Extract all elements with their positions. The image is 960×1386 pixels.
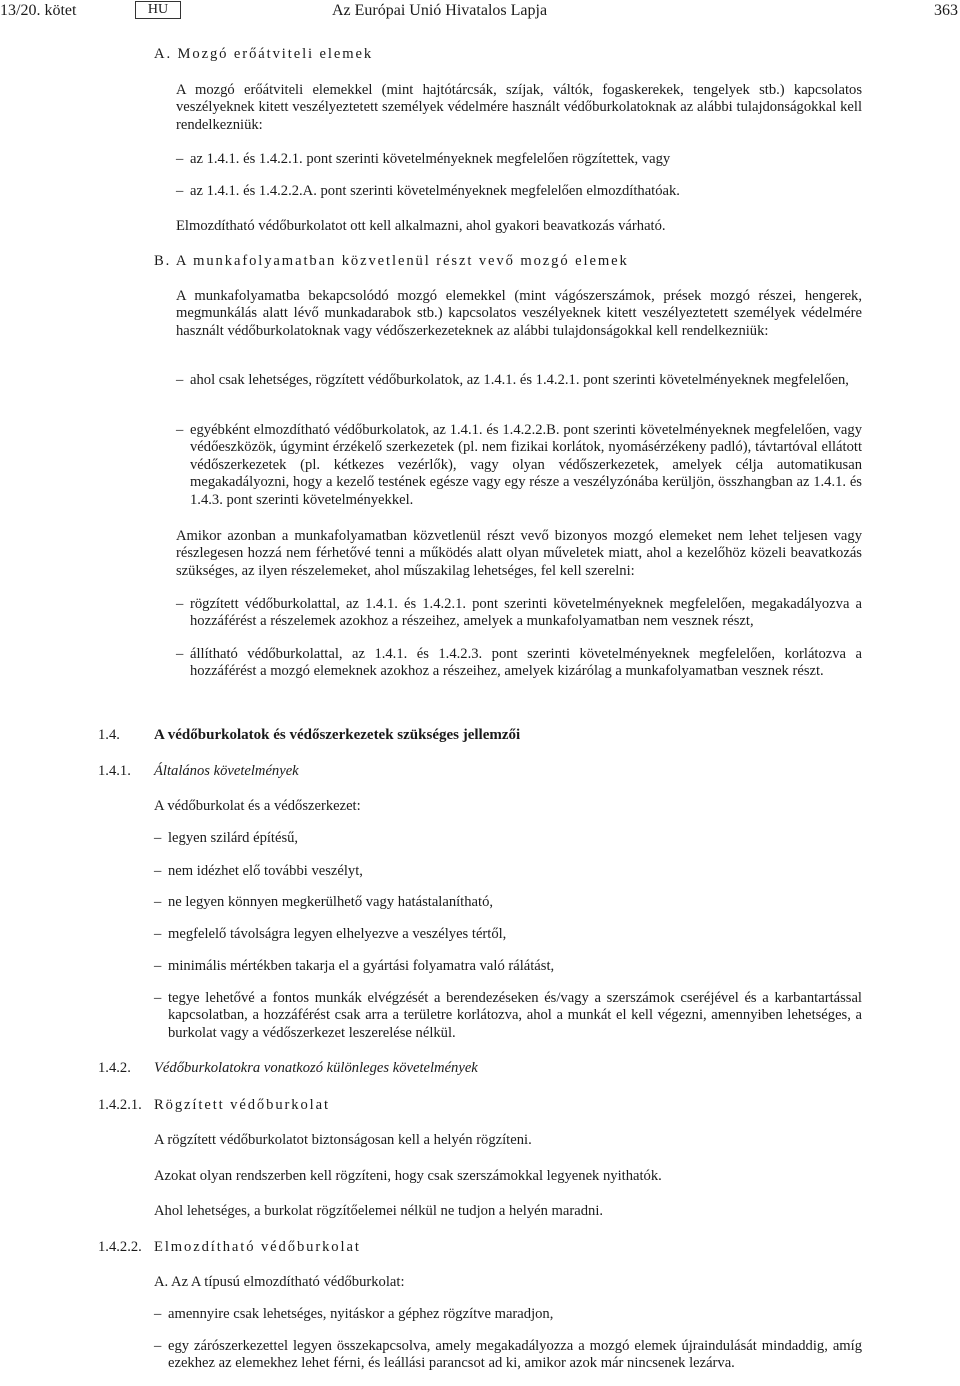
dash-marker: – <box>154 830 162 846</box>
list-item-text: tegye lehetővé a fontos munkák elvégzését a berendezéseken és/vagy a szerszámok cseréjével és a karbantartással kapcsolatban, a hozzáférést csak arra a területre korlátozva, ahol a munkát el kell végezni, amennyiben lehetséges, a burkolat vagy a védőszerkezet leszerelése nélkül. <box>168 990 862 1041</box>
list-item-text: az 1.4.1. és 1.4.2.1. pont szerinti követelményeknek megfelelően rögzítettek, vagy <box>190 151 671 167</box>
dash-marker: – <box>176 646 184 662</box>
list-item-text: minimális mértékben takarja el a gyártási folyamatra való rálátást, <box>168 958 555 974</box>
dash-marker: – <box>154 1338 162 1354</box>
list-item-text: az 1.4.1. és 1.4.2.2.A. pont szerinti követelményeknek megfelelően elmozdíthatóak. <box>190 183 680 199</box>
section-1-4-1-title: Általános követelmények <box>154 763 299 779</box>
list-item-text: legyen szilárd építésű, <box>168 830 299 846</box>
page-number: 363 <box>934 2 958 19</box>
section-a-intro: A mozgó erőátviteli elemekkel (mint hajtótárcsák, szíjak, váltók, fogaskerekek, tengelyek stb.) kapcsolatos veszélyeknek kitett veszélyeztetett személyek védelmére használt védőburkolatoknak az alábbi tulajdonságokkal kell rendelkezniük: <box>176 82 862 133</box>
dash-marker: – <box>176 183 184 199</box>
dash-marker: – <box>154 926 162 942</box>
dash-marker: – <box>176 422 184 438</box>
dash-marker: – <box>176 372 184 388</box>
section-b-para: Amikor azonban a munkafolyamatban közvetlenül részt vevő bizonyos mozgó elemeket nem lehet teljesen vagy részlegesen hozzá nem férhetővé tenni a működés alatt olyan műveletek miatt, ahol a kezelőhöz közeli beavatkozás szükséges, az ilyen részelemeket, ahol műszakilag lehetséges, fel kell szerelni: <box>176 528 862 579</box>
paragraph: A rögzített védőburkolatot biztonságosan kell a helyén rögzíteni. <box>154 1132 532 1148</box>
dash-marker: – <box>154 958 162 974</box>
section-1-4-2-1-number: 1.4.2.1. <box>98 1097 142 1113</box>
section-1-4-2-2-intro: A. Az A típusú elmozdítható védőburkolat: <box>154 1274 405 1290</box>
dash-marker: – <box>154 1306 162 1322</box>
section-1-4-2-title: Védőburkolatokra vonatkozó különleges követelmények <box>154 1060 478 1076</box>
volume-label: 13/20. kötet <box>0 2 77 19</box>
list-item-text: ne legyen könnyen megkerülhető vagy hatástalanítható, <box>168 894 494 910</box>
section-b-heading: B. A munkafolyamatban közvetlenül részt vevő mozgó elemek <box>154 253 629 269</box>
section-1-4-1-number: 1.4.1. <box>98 763 131 779</box>
section-a-heading: A. Mozgó erőátviteli elemek <box>154 46 374 62</box>
section-a-note: Elmozdítható védőburkolatot ott kell alkalmazni, ahol gyakori beavatkozás várható. <box>176 218 666 234</box>
list-item-text: egyébként elmozdítható védőburkolatok, az 1.4.1. és 1.4.2.2.B. pont szerinti követelményeknek megfelelően, vagy védőeszközök, úgymint érzékelő szerkezetek (pl. nem fizikai korlátok, nyomásérzékeny padló), távtartóval ellátott védőszerkezetek (pl. kétkezes vezérlők), vagy olyan védőszerkezetek, amelyek célja automatikusan megakadályozni, hogy a kezelő testének egésze vagy egy része a veszélyzónába kerüljön, összhangban az 1.4.1. és 1.4.3. pont szerinti követelményekkel. <box>190 422 862 508</box>
page-header <box>0 1 960 21</box>
section-1-4-number: 1.4. <box>98 727 120 743</box>
section-1-4-1-intro: A védőburkolat és a védőszerkezet: <box>154 798 361 814</box>
list-item-text: rögzített védőburkolattal, az 1.4.1. és 1.4.2.1. pont szerinti követelményeknek megfelelően, megakadályozva a hozzáférést a részelemek azokhoz a részeihez, amelyek a munkafolyamatban nem vesznek részt, <box>190 596 862 630</box>
section-1-4-2-2-number: 1.4.2.2. <box>98 1239 142 1255</box>
dash-marker: – <box>154 990 162 1006</box>
dash-marker: – <box>176 151 184 167</box>
list-item-text: amennyire csak lehetséges, nyitáskor a géphez rögzítve maradjon, <box>168 1306 554 1322</box>
paragraph: Azokat olyan rendszerben kell rögzíteni, hogy csak szerszámokkal legyenek nyithatók. <box>154 1168 662 1184</box>
dash-marker: – <box>176 596 184 612</box>
section-1-4-2-2-title: Elmozdítható védőburkolat <box>154 1239 361 1255</box>
section-b-intro: A munkafolyamatba bekapcsolódó mozgó elemekkel (mint vágószerszámok, prések mozgó részei, hengerek, megmunkálás alatt lévő munkadarabok stb.) kapcsolatos veszélyeknek kitett veszélyeztetett személyek védelmére használt védőburkolatoknak vagy védőszerkezeteknek az alábbi tulajdonságokkal kell rendelkezniük: <box>176 288 862 339</box>
section-1-4-2-1-title: Rögzített védőburkolat <box>154 1097 330 1113</box>
section-1-4-title: A védőburkolatok és védőszerkezetek szükséges jellemzői <box>154 727 521 743</box>
list-item-text: megfelelő távolságra legyen elhelyezve a veszélyes tértől, <box>168 926 507 942</box>
list-item-text: egy zárószerkezettel legyen összekapcsolva, amely megakadályozza a mozgó elemek újraindulását mindaddig, amíg ezekhez az elemekhez lehet férni, és leállási parancsot ad ki, amikor azok már nincsenek lezárva. <box>168 1338 862 1372</box>
dash-marker: – <box>154 863 162 879</box>
dash-marker: – <box>154 894 162 910</box>
journal-title: Az Európai Unió Hivatalos Lapja <box>332 2 548 19</box>
paragraph: Ahol lehetséges, a burkolat rögzítőelemei nélkül ne tudjon a helyén maradni. <box>154 1203 604 1219</box>
list-item-text: nem idézhet elő további veszélyt, <box>168 863 363 879</box>
list-item-text: állítható védőburkolattal, az 1.4.1. és 1.4.2.3. pont szerinti követelményeknek megfelelően, korlátozva a hozzáférést a mozgó elemeknek azokhoz a részeihez, amelyek kizárólag a munkafolyamatban vesznek részt. <box>190 646 862 680</box>
section-1-4-2-number: 1.4.2. <box>98 1060 131 1076</box>
list-item-text: ahol csak lehetséges, rögzített védőburkolatok, az 1.4.1. és 1.4.2.1. pont szerinti követelményeknek megfelelően, <box>190 372 849 388</box>
language-box: HU <box>135 1 181 19</box>
